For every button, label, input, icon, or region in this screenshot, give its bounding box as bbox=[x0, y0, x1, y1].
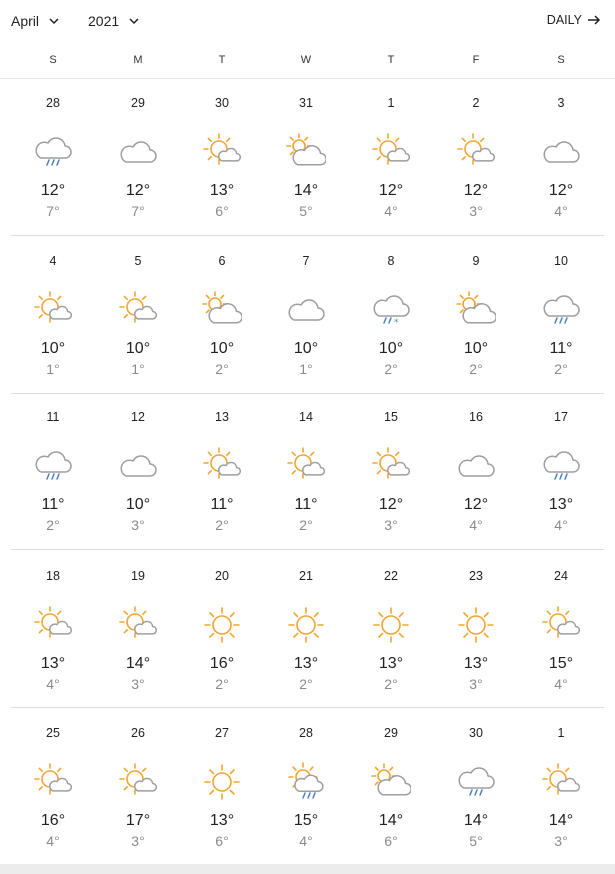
day-cell[interactable] bbox=[180, 254, 264, 379]
day-cell[interactable] bbox=[180, 410, 264, 535]
partly-cloudy-icon bbox=[286, 132, 326, 172]
day-number: 28 bbox=[299, 726, 313, 740]
high-temp: 12° bbox=[463, 496, 489, 513]
high-temp: 13° bbox=[209, 182, 235, 199]
cloud-rain-icon bbox=[33, 446, 73, 486]
high-temp: 12° bbox=[40, 182, 66, 199]
high-temp: 12° bbox=[378, 496, 404, 513]
day-number: 9 bbox=[472, 254, 480, 268]
cloud-icon bbox=[118, 132, 158, 172]
day-cell[interactable] bbox=[180, 726, 264, 851]
low-temp: 4° bbox=[554, 676, 568, 692]
day-cell[interactable] bbox=[180, 96, 264, 221]
weekday-header bbox=[0, 44, 615, 79]
high-temp: 10° bbox=[293, 340, 319, 357]
sun-cloud-icon bbox=[371, 132, 411, 172]
high-temp: 13° bbox=[293, 655, 319, 672]
weekday-label: W bbox=[300, 54, 312, 66]
high-temp: 11° bbox=[210, 496, 234, 513]
day-cell[interactable] bbox=[96, 96, 180, 221]
low-temp: 5° bbox=[299, 203, 313, 219]
day-number: 31 bbox=[299, 96, 313, 110]
cloud-rain-icon bbox=[456, 762, 496, 802]
day-cell[interactable] bbox=[180, 569, 264, 694]
day-cell[interactable] bbox=[434, 726, 518, 851]
cloud-rain-icon bbox=[541, 290, 581, 330]
weekday-label: S bbox=[49, 54, 57, 66]
high-temp: 10° bbox=[463, 340, 489, 357]
high-temp: 12° bbox=[378, 182, 404, 199]
day-number: 25 bbox=[46, 726, 60, 740]
high-temp: 14° bbox=[463, 812, 489, 829]
day-number: 20 bbox=[215, 569, 229, 583]
low-temp: 2° bbox=[299, 676, 313, 692]
day-number: 30 bbox=[469, 726, 483, 740]
low-temp: 3° bbox=[131, 833, 145, 849]
day-number: 8 bbox=[387, 254, 395, 268]
weekday-label: M bbox=[133, 54, 143, 66]
year-label: 2021 bbox=[88, 13, 120, 29]
high-temp: 12° bbox=[463, 182, 489, 199]
day-cell[interactable] bbox=[11, 254, 95, 379]
day-cell[interactable] bbox=[96, 410, 180, 535]
high-temp: 11° bbox=[549, 340, 573, 357]
day-number: 11 bbox=[46, 410, 60, 424]
cloud-sleet-icon bbox=[371, 290, 411, 330]
sun-cloud-icon bbox=[33, 605, 73, 645]
high-temp: 11° bbox=[41, 496, 65, 513]
low-temp: 6° bbox=[384, 833, 398, 849]
day-number: 21 bbox=[299, 569, 313, 583]
day-number: 6 bbox=[218, 254, 226, 268]
day-cell[interactable] bbox=[264, 726, 348, 851]
day-cell[interactable] bbox=[96, 254, 180, 379]
cloud-rain-icon bbox=[541, 446, 581, 486]
day-number: 19 bbox=[131, 569, 145, 583]
day-number: 1 bbox=[387, 96, 395, 110]
high-temp: 10° bbox=[40, 340, 66, 357]
sun-cloud-icon bbox=[118, 290, 158, 330]
low-temp: 2° bbox=[384, 361, 398, 377]
day-number: 13 bbox=[215, 410, 229, 424]
low-temp: 2° bbox=[469, 361, 483, 377]
day-number: 28 bbox=[46, 96, 60, 110]
day-number: 1 bbox=[557, 726, 565, 740]
day-number: 30 bbox=[215, 96, 229, 110]
year-selector[interactable] bbox=[88, 13, 140, 29]
low-temp: 4° bbox=[384, 203, 398, 219]
day-number: 23 bbox=[469, 569, 483, 583]
high-temp: 13° bbox=[209, 812, 235, 829]
arrow-right-icon bbox=[587, 14, 601, 26]
low-temp: 2° bbox=[554, 361, 568, 377]
low-temp: 4° bbox=[299, 833, 313, 849]
sun-cloud-icon bbox=[202, 132, 242, 172]
day-cell[interactable] bbox=[96, 569, 180, 694]
low-temp: 4° bbox=[554, 203, 568, 219]
svg-text:*: * bbox=[394, 318, 399, 328]
day-cell[interactable] bbox=[264, 96, 348, 221]
low-temp: 2° bbox=[215, 517, 229, 533]
day-cell[interactable] bbox=[349, 569, 433, 694]
low-temp: 3° bbox=[131, 517, 145, 533]
high-temp: 14° bbox=[548, 812, 574, 829]
week-divider bbox=[11, 235, 604, 236]
low-temp: 6° bbox=[215, 833, 229, 849]
day-cell[interactable] bbox=[519, 726, 603, 851]
day-number: 22 bbox=[384, 569, 398, 583]
high-temp: 12° bbox=[125, 182, 151, 199]
week-divider bbox=[11, 549, 604, 550]
day-cell[interactable] bbox=[96, 726, 180, 851]
sun-cloud-icon bbox=[202, 446, 242, 486]
high-temp: 10° bbox=[209, 340, 235, 357]
day-cell[interactable] bbox=[434, 569, 518, 694]
day-number: 12 bbox=[131, 410, 145, 424]
day-number: 29 bbox=[131, 96, 145, 110]
day-cell[interactable] bbox=[434, 410, 518, 535]
day-cell[interactable] bbox=[11, 726, 95, 851]
day-cell[interactable] bbox=[11, 410, 95, 535]
cloud-icon bbox=[118, 446, 158, 486]
chevron-down-icon bbox=[128, 15, 140, 27]
day-number: 26 bbox=[131, 726, 145, 740]
low-temp: 7° bbox=[46, 203, 60, 219]
partly-cloudy-icon bbox=[202, 290, 242, 330]
day-number: 18 bbox=[46, 569, 60, 583]
bottom-bar bbox=[0, 864, 615, 874]
high-temp: 10° bbox=[125, 496, 151, 513]
sun-cloud-icon bbox=[33, 290, 73, 330]
low-temp: 3° bbox=[131, 676, 145, 692]
low-temp: 1° bbox=[299, 361, 313, 377]
low-temp: 4° bbox=[469, 517, 483, 533]
chevron-down-icon bbox=[48, 15, 60, 27]
high-temp: 16° bbox=[40, 812, 66, 829]
high-temp: 14° bbox=[378, 812, 404, 829]
low-temp: 3° bbox=[554, 833, 568, 849]
day-number: 29 bbox=[384, 726, 398, 740]
day-cell[interactable] bbox=[519, 410, 603, 535]
cloud-icon bbox=[456, 446, 496, 486]
day-number: 16 bbox=[469, 410, 483, 424]
week-divider bbox=[11, 707, 604, 708]
high-temp: 12° bbox=[548, 182, 574, 199]
low-temp: 4° bbox=[46, 676, 60, 692]
day-number: 4 bbox=[49, 254, 57, 268]
cloud-rain-icon bbox=[33, 132, 73, 172]
day-number: 2 bbox=[472, 96, 480, 110]
daily-label: DAILY bbox=[546, 13, 582, 27]
high-temp: 13° bbox=[463, 655, 489, 672]
sun-cloud-icon bbox=[33, 762, 73, 802]
low-temp: 2° bbox=[215, 676, 229, 692]
weekday-label: T bbox=[218, 54, 226, 66]
day-cell[interactable] bbox=[264, 569, 348, 694]
day-cell[interactable] bbox=[11, 569, 95, 694]
high-temp: 11° bbox=[294, 496, 318, 513]
low-temp: 3° bbox=[469, 676, 483, 692]
month-selector[interactable] bbox=[11, 13, 60, 29]
low-temp: 2° bbox=[299, 517, 313, 533]
day-cell[interactable] bbox=[264, 254, 348, 379]
cloud-icon bbox=[286, 290, 326, 330]
day-cell[interactable] bbox=[519, 569, 603, 694]
low-temp: 1° bbox=[46, 361, 60, 377]
sun-cloud-icon bbox=[456, 132, 496, 172]
calendar-header bbox=[0, 0, 615, 44]
day-cell[interactable] bbox=[434, 96, 518, 221]
sun-cloud-icon bbox=[371, 446, 411, 486]
cloud-icon bbox=[541, 132, 581, 172]
day-number: 5 bbox=[134, 254, 142, 268]
week-divider bbox=[11, 393, 604, 394]
high-temp: 15° bbox=[293, 812, 319, 829]
weekday-label: T bbox=[387, 54, 395, 66]
day-cell[interactable] bbox=[349, 96, 433, 221]
high-temp: 10° bbox=[125, 340, 151, 357]
sun-cloud-icon bbox=[118, 605, 158, 645]
day-cell[interactable] bbox=[519, 254, 603, 379]
day-number: 14 bbox=[299, 410, 313, 424]
low-temp: 3° bbox=[384, 517, 398, 533]
low-temp: 1° bbox=[131, 361, 145, 377]
month-label: April bbox=[11, 13, 40, 29]
day-cell[interactable] bbox=[434, 254, 518, 379]
sun-icon bbox=[202, 605, 242, 645]
day-cell[interactable] bbox=[519, 96, 603, 221]
day-cell[interactable] bbox=[11, 96, 95, 221]
low-temp: 2° bbox=[46, 517, 60, 533]
day-cell[interactable] bbox=[349, 410, 433, 535]
daily-view-link[interactable] bbox=[547, 13, 601, 27]
low-temp: 3° bbox=[469, 203, 483, 219]
sun-rain-icon bbox=[286, 762, 326, 802]
high-temp: 14° bbox=[293, 182, 319, 199]
weekday-label: F bbox=[472, 54, 480, 66]
day-number: 10 bbox=[554, 254, 568, 268]
sun-cloud-icon bbox=[286, 446, 326, 486]
sun-icon bbox=[371, 605, 411, 645]
sun-cloud-icon bbox=[541, 605, 581, 645]
sun-icon bbox=[456, 605, 496, 645]
partly-cloudy-icon bbox=[371, 762, 411, 802]
high-temp: 10° bbox=[378, 340, 404, 357]
day-number: 7 bbox=[302, 254, 310, 268]
low-temp: 6° bbox=[215, 203, 229, 219]
low-temp: 4° bbox=[46, 833, 60, 849]
high-temp: 13° bbox=[548, 496, 574, 513]
high-temp: 13° bbox=[40, 655, 66, 672]
low-temp: 4° bbox=[554, 517, 568, 533]
partly-cloudy-icon bbox=[456, 290, 496, 330]
high-temp: 15° bbox=[548, 655, 574, 672]
high-temp: 13° bbox=[378, 655, 404, 672]
day-number: 17 bbox=[554, 410, 568, 424]
low-temp: 2° bbox=[384, 676, 398, 692]
day-cell[interactable] bbox=[349, 254, 433, 379]
high-temp: 17° bbox=[125, 812, 151, 829]
low-temp: 2° bbox=[215, 361, 229, 377]
low-temp: 5° bbox=[469, 833, 483, 849]
day-number: 27 bbox=[215, 726, 229, 740]
low-temp: 7° bbox=[131, 203, 145, 219]
day-number: 15 bbox=[384, 410, 398, 424]
high-temp: 14° bbox=[125, 655, 151, 672]
sun-icon bbox=[202, 762, 242, 802]
day-cell[interactable] bbox=[264, 410, 348, 535]
sun-icon bbox=[286, 605, 326, 645]
weekday-label: S bbox=[557, 54, 565, 66]
sun-cloud-icon bbox=[541, 762, 581, 802]
day-cell[interactable] bbox=[349, 726, 433, 851]
day-number: 24 bbox=[554, 569, 568, 583]
sun-cloud-icon bbox=[118, 762, 158, 802]
day-number: 3 bbox=[557, 96, 565, 110]
high-temp: 16° bbox=[209, 655, 235, 672]
